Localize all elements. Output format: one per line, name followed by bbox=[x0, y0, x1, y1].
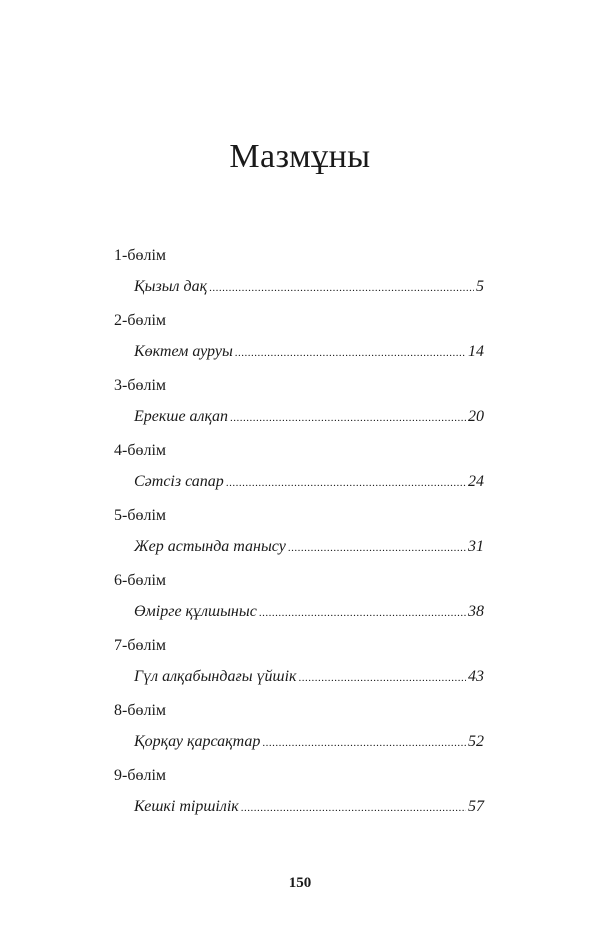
dot-leader bbox=[235, 343, 466, 363]
toc-section-2 bbox=[114, 311, 484, 376]
toc-entry bbox=[134, 472, 484, 493]
chapter-title: Көктем ауруы bbox=[134, 343, 233, 360]
chapter-page-number: 31 bbox=[468, 538, 484, 555]
chapter-page-number: 20 bbox=[468, 408, 484, 425]
toc-entry bbox=[134, 277, 484, 298]
part-label: 4-бөлім bbox=[114, 442, 167, 459]
chapter-title: Кешкі тіршілік bbox=[134, 798, 239, 815]
chapter-page-number: 5 bbox=[476, 278, 484, 295]
dot-leader bbox=[299, 668, 466, 688]
dot-leader bbox=[241, 798, 466, 818]
toc-section-7 bbox=[114, 636, 484, 701]
toc-entry bbox=[134, 537, 484, 558]
part-label: 2-бөлім bbox=[114, 312, 167, 329]
toc-section-6 bbox=[114, 571, 484, 636]
chapter-title: Сәтсіз сапар bbox=[134, 473, 224, 490]
dot-leader bbox=[209, 278, 474, 298]
chapter-title: Қызыл дақ bbox=[134, 278, 208, 295]
toc-section-9 bbox=[114, 766, 484, 831]
chapter-title: Гүл алқабындағы үйшік bbox=[134, 668, 297, 685]
toc-entry bbox=[134, 667, 484, 688]
dot-leader bbox=[226, 473, 466, 493]
toc-section-1 bbox=[114, 246, 484, 311]
chapter-page-number: 14 bbox=[468, 343, 484, 360]
part-label: 3-бөлім bbox=[114, 377, 167, 394]
chapter-title: Қорқау қарсақтар bbox=[134, 733, 261, 750]
part-label: 1-бөлім bbox=[114, 247, 167, 264]
part-label: 9-бөлім bbox=[114, 767, 167, 784]
dot-leader bbox=[288, 538, 466, 558]
dot-leader bbox=[262, 733, 466, 753]
chapter-page-number: 43 bbox=[468, 668, 484, 685]
chapter-title: Өмірге құлшыныс bbox=[134, 603, 257, 620]
chapter-page-number: 57 bbox=[468, 798, 484, 815]
part-label: 6-бөлім bbox=[114, 572, 167, 589]
chapter-page-number: 38 bbox=[468, 603, 484, 620]
chapter-title: Ерекше алқап bbox=[134, 408, 228, 425]
toc-section-5 bbox=[114, 506, 484, 571]
toc-section-3 bbox=[114, 376, 484, 441]
chapter-title: Жер астында танысу bbox=[134, 538, 286, 555]
toc-entry bbox=[134, 407, 484, 428]
part-label: 7-бөлім bbox=[114, 637, 167, 654]
toc-entry bbox=[134, 602, 484, 623]
toc-section-8 bbox=[114, 701, 484, 766]
toc-entry bbox=[134, 732, 484, 753]
dot-leader bbox=[259, 603, 466, 623]
chapter-page-number: 52 bbox=[468, 733, 484, 750]
part-label: 5-бөлім bbox=[114, 507, 167, 524]
toc-entry bbox=[134, 342, 484, 363]
toc-section-4 bbox=[114, 441, 484, 506]
toc-entry bbox=[134, 797, 484, 818]
table-of-contents bbox=[114, 246, 484, 831]
chapter-page-number: 24 bbox=[468, 473, 484, 490]
page-number: 150 bbox=[288, 875, 312, 891]
part-label: 8-бөлім bbox=[114, 702, 167, 719]
page-title: Мазмұны bbox=[229, 138, 371, 175]
dot-leader bbox=[230, 408, 466, 428]
